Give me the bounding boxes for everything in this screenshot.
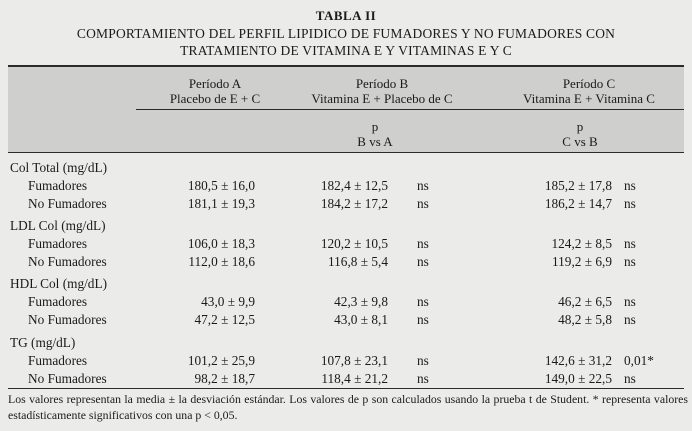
row-label: Fumadores bbox=[28, 294, 88, 309]
period-c-treatment: Vitamina E + Vitamina C bbox=[523, 91, 655, 106]
p-value-c: 0,01* bbox=[624, 353, 654, 368]
period-c-value: 149,0 ± 22,5 bbox=[544, 371, 612, 386]
period-a-value: 181,1 ± 19,3 bbox=[187, 196, 255, 211]
period-b-header bbox=[282, 76, 482, 106]
p-value-c: ns bbox=[624, 196, 636, 211]
period-c-value: 46,2 ± 6,5 bbox=[558, 294, 612, 309]
bottom-rule bbox=[8, 388, 684, 389]
p-value-b: ns bbox=[417, 294, 429, 309]
period-c-value: 48,2 ± 5,8 bbox=[558, 312, 612, 327]
row-label: No Fumadores bbox=[28, 254, 107, 269]
period-b-treatment: Vitamina E + Placebo de C bbox=[311, 91, 453, 106]
period-c-value: 142,6 ± 31,2 bbox=[544, 353, 612, 368]
top-rule bbox=[8, 65, 684, 67]
period-a-value: 112,0 ± 18,6 bbox=[188, 254, 255, 269]
caption-line-2: TRATAMIENTO DE VITAMINA E Y VITAMINAS E Y C bbox=[180, 43, 512, 58]
p-value-c: ns bbox=[624, 371, 636, 386]
period-b-value: 182,4 ± 12,5 bbox=[320, 178, 388, 193]
header-bottom-rule bbox=[8, 152, 684, 153]
period-a-name: Período A bbox=[188, 76, 242, 91]
p-value-c: ns bbox=[624, 294, 636, 309]
period-c-value: 124,2 ± 8,5 bbox=[551, 236, 612, 251]
period-b-value: 42,3 ± 9,8 bbox=[334, 294, 388, 309]
period-a-treatment: Placebo de E + C bbox=[169, 91, 261, 106]
p-value-c: ns bbox=[624, 312, 636, 327]
period-a-value: 101,2 ± 25,9 bbox=[187, 353, 255, 368]
p-value-b: ns bbox=[417, 254, 429, 269]
p-value-b: ns bbox=[417, 196, 429, 211]
p-label-c: p bbox=[576, 119, 584, 134]
comparison-c-vs-b: C vs B bbox=[562, 134, 598, 149]
period-a-header bbox=[140, 76, 290, 106]
p-value-c: ns bbox=[624, 254, 636, 269]
period-b-value: 118,4 ± 21,2 bbox=[321, 371, 388, 386]
period-a-value: 47,2 ± 12,5 bbox=[194, 312, 255, 327]
table-footnote: Los valores representan la media ± la desviación estándar. Los valores de p son calculados usando la prueba t de Student. * representa valores estadísticamente significativos con una p < 0,05. bbox=[8, 392, 688, 422]
p-label-b: p bbox=[371, 119, 379, 134]
table-caption bbox=[0, 25, 692, 59]
p-value-c: ns bbox=[624, 236, 636, 251]
p-value-b: ns bbox=[417, 312, 429, 327]
period-a-value: 106,0 ± 18,3 bbox=[187, 236, 255, 251]
p-value-b: ns bbox=[417, 371, 429, 386]
p-header-c bbox=[505, 119, 655, 149]
group-label: LDL Col (mg/dL) bbox=[10, 218, 106, 233]
group-label: Col Total (mg/dL) bbox=[10, 160, 108, 175]
row-label: No Fumadores bbox=[28, 312, 107, 327]
p-value-b: ns bbox=[417, 178, 429, 193]
period-b-value: 120,2 ± 10,5 bbox=[320, 236, 388, 251]
table-number: TABLA II bbox=[315, 8, 377, 23]
period-a-value: 180,5 ± 16,0 bbox=[187, 178, 255, 193]
period-c-value: 185,2 ± 17,8 bbox=[544, 178, 612, 193]
p-value-b: ns bbox=[417, 236, 429, 251]
p-header-b bbox=[300, 119, 450, 149]
period-b-value: 116,8 ± 5,4 bbox=[328, 254, 388, 269]
comparison-b-vs-a: B vs A bbox=[357, 134, 393, 149]
row-label: Fumadores bbox=[28, 178, 88, 193]
period-b-name: Período B bbox=[355, 76, 409, 91]
period-b-value: 43,0 ± 8,1 bbox=[334, 312, 388, 327]
period-c-value: 186,2 ± 14,7 bbox=[544, 196, 612, 211]
group-label: TG (mg/dL) bbox=[10, 335, 76, 350]
caption-line-1: COMPORTAMIENTO DEL PERFIL LIPIDICO DE FUMADORES Y NO FUMADORES CON bbox=[76, 26, 616, 41]
period-b-value: 184,2 ± 17,2 bbox=[320, 196, 388, 211]
period-a-value: 98,2 ± 18,7 bbox=[194, 371, 255, 386]
p-value-c: ns bbox=[624, 178, 636, 193]
period-c-value: 119,2 ± 6,9 bbox=[552, 254, 612, 269]
row-label: No Fumadores bbox=[28, 371, 107, 386]
row-label: No Fumadores bbox=[28, 196, 107, 211]
period-c-name: Período C bbox=[562, 76, 616, 91]
row-label: Fumadores bbox=[28, 236, 88, 251]
row-label: Fumadores bbox=[28, 353, 88, 368]
period-a-value: 43,0 ± 9,9 bbox=[201, 294, 255, 309]
period-c-header bbox=[494, 76, 684, 106]
group-label: HDL Col (mg/dL) bbox=[10, 276, 108, 291]
p-value-b: ns bbox=[417, 353, 429, 368]
header-divider bbox=[136, 109, 684, 110]
period-b-value: 107,8 ± 23,1 bbox=[320, 353, 388, 368]
